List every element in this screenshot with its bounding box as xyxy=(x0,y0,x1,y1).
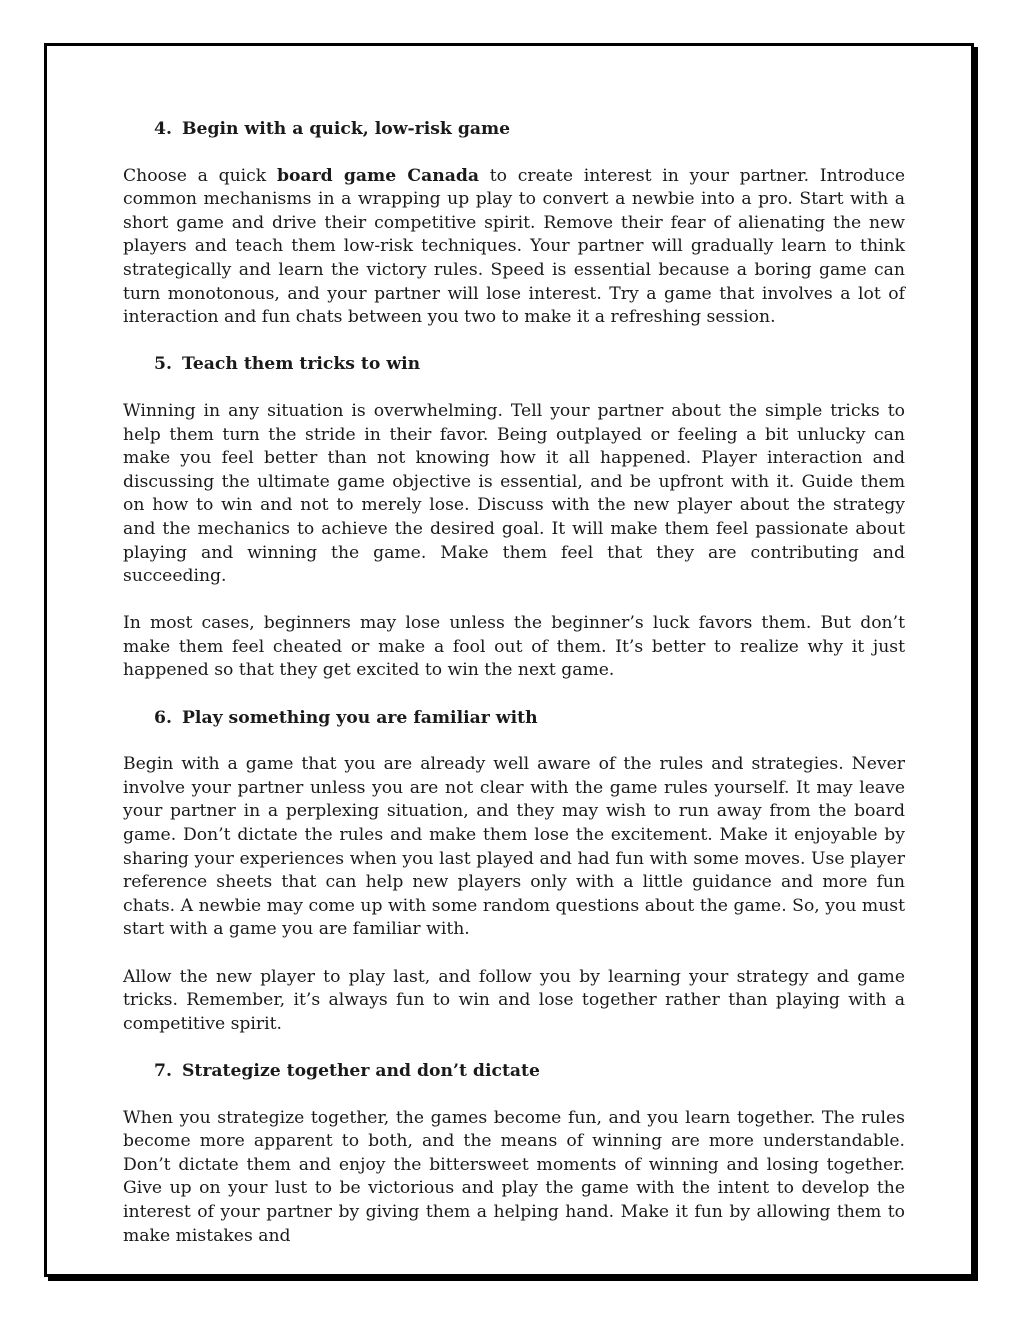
section-title: Play something you are familiar with xyxy=(182,707,538,728)
section-number: 7. xyxy=(154,1060,172,1081)
section-title: Strategize together and don’t dictate xyxy=(182,1060,540,1081)
section-heading-6 xyxy=(123,707,905,731)
paragraph: Winning in any situation is overwhelming. Tell your partner about the simple tricks to help them turn the stride in their favor. Being outplayed or feeling a bit unlucky can make you feel better than not knowing how it all happened. Player interaction and discussing the ultimate game objective is essential, and be upfront with it. Guide them on how to win and not to merely lose. Discuss with the new player about the strategy and the mechanics to achieve the desired goal. It will make them feel passionate about playing and winning the game. Make them feel that they are contributing and succeeding. xyxy=(123,400,905,587)
section-number: 4. xyxy=(154,119,172,139)
section-number: 5. xyxy=(154,354,172,375)
page-border xyxy=(44,43,974,1277)
section-title: Teach them tricks to win xyxy=(182,354,421,375)
section-title: Begin with a quick, low-risk game xyxy=(182,119,511,139)
paragraph: Begin with a game that you are already well aware of the rules and strategies. Never involve your partner unless you are not clear with the game rules yourself. It may leave your partner in a perplexing situation, and they may wish to run away from the board game. Don’t dictate the rules and make them lose the excitement. Make it enjoyable by sharing your experiences when you last played and had fun with some moves. Use player reference sheets that can help new players only with a little guidance and more fun chats. A newbie may come up with some random questions about the game. So, you must start with a game you are familiar with. xyxy=(123,754,905,940)
section-number: 6. xyxy=(154,707,172,728)
section-heading-5 xyxy=(123,353,905,377)
paragraph-text: to create interest in your partner. Introduce common mechanisms in a wrapping up play to convert a newbie into a pro. Start with a short game and drive their competitive spirit. Remove their fear of alienating the new players and teach them low-risk techniques. Your partner will gradually learn to think strategically and learn the victory rules. Speed is essential because a boring game can turn monotonous, and your partner will lose interest. Try a game that involves a lot of interaction and fun chats between you two to make it a refreshing session. xyxy=(123,165,905,328)
paragraph: When you strategize together, the games become fun, and you learn together. The rules become more apparent to both, and the means of winning are more understandable. Don’t dictate them and enjoy the bittersweet moments of winning and losing together. Give up on your lust to be victorious and play the game with the intent to develop the interest of your partner by giving them a helping hand. Make it fun by allowing them to make mistakes and xyxy=(123,1107,905,1246)
paragraph: In most cases, beginners may lose unless the beginner’s luck favors them. But don’t make them feel cheated or make a fool out of them. It’s better to realize why it just happened so that they get excited to win the next game. xyxy=(123,613,905,681)
section-heading-7 xyxy=(123,1060,905,1084)
paragraph-text: Choose a quick xyxy=(123,165,277,186)
keyword-link-text: board game Canada xyxy=(276,165,480,186)
paragraph xyxy=(123,165,905,330)
paragraph: Allow the new player to play last, and follow you by learning your strategy and game tricks. Remember, it’s always fun to win and lose together rather than playing with a competitive spirit. xyxy=(123,966,905,1034)
section-heading-4 xyxy=(123,118,905,142)
document-body xyxy=(123,118,905,1272)
